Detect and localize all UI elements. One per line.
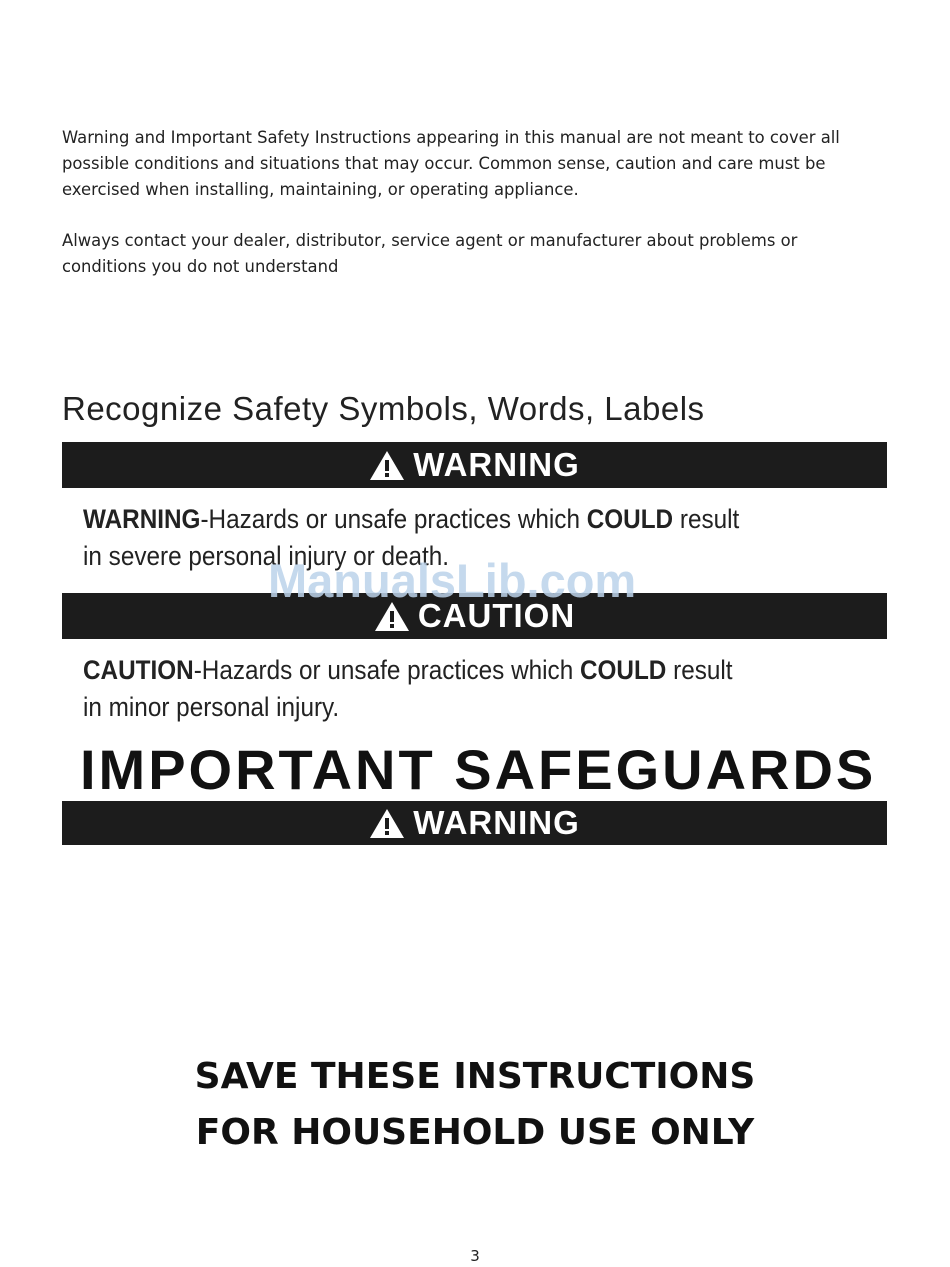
warning-banner-2-label: WARNING [413,804,580,841]
warning-description-text: -Hazards or unsafe practices which [200,504,587,534]
warning-banner [62,442,887,488]
watermark: ManualsLib.com [268,554,637,607]
caution-emphasis: COULD [579,655,667,685]
intro-paragraph-2-line: conditions you do not understand [62,257,339,276]
caution-banner-label: CAUTION [417,597,576,634]
warning-triangle-icon [369,450,405,481]
important-safeguards-heading: IMPORTANT SAFEGUARDS [80,738,877,801]
intro-paragraph-1 [62,125,892,203]
caution-description-text-end: result [666,655,733,685]
caution-description-line-2: in minor personal injury. [83,692,340,722]
caution-lead-word: CAUTION [83,655,194,685]
caution-description-text: -Hazards or unsafe practices which [193,655,580,685]
caution-description [83,652,803,726]
warning-triangle-icon [369,808,405,839]
intro-paragraph-1-line: exercised when installing, maintaining, or operating appliance. [62,180,579,199]
warning-description-text-end: result [673,504,740,534]
caution-description-line-1 [83,652,803,689]
warning-description-line-1 [83,501,803,538]
intro-paragraph-2 [62,228,892,280]
intro-paragraph-1-line: Warning and Important Safety Instructions appearing in this manual are not meant to cover all [62,128,840,147]
page-number: 3 [470,1247,480,1265]
warning-banner-label: WARNING [413,446,580,483]
intro-paragraph-1-line: possible conditions and situations that may occur. Common sense, caution and care must be [62,154,826,173]
warning-emphasis: COULD [586,504,674,534]
warning-description-line-2: in severe personal injury or death. [83,541,450,571]
intro-paragraph-2-line: Always contact your dealer, distributor, service agent or manufacturer about problems or [62,231,798,250]
save-instructions-title: SAVE THESE INSTRUCTIONS [194,1056,756,1097]
safety-symbols-heading: Recognize Safety Symbols, Words, Labels [62,390,705,427]
household-use-title: FOR HOUSEHOLD USE ONLY [195,1112,755,1153]
warning-banner-2 [62,801,887,845]
warning-lead-word: WARNING [83,504,201,534]
